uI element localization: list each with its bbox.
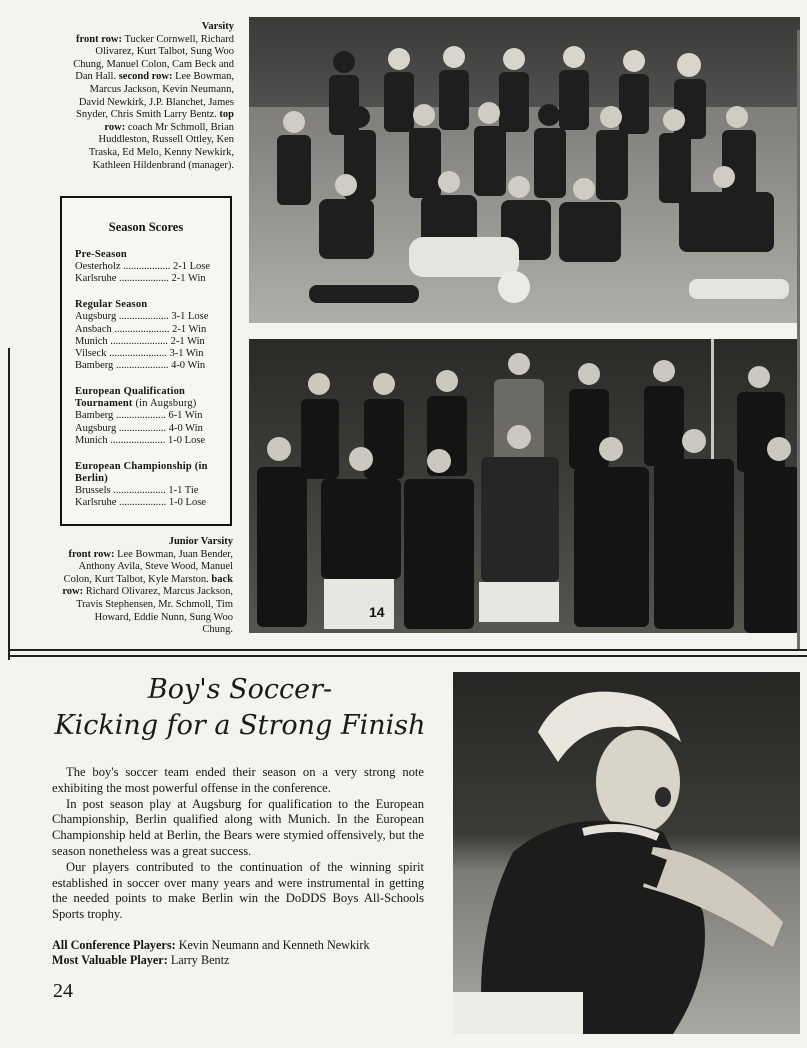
score-section-heading: Regular Season: [75, 299, 148, 311]
score-dots: ......................: [107, 335, 171, 347]
jv-back-row-label: back row:: [62, 573, 233, 598]
jersey-number: 14: [369, 604, 385, 620]
score-result: 3-1 Lose: [171, 311, 209, 323]
score-section-note: (in Augsburg): [135, 398, 197, 410]
jv-front-row-label: front row:: [68, 548, 115, 560]
score-team: Bamberg: [75, 360, 114, 372]
score-row: [75, 423, 230, 435]
article-paragraph: Our players contributed to the continuation of the winning spirit established in soccer over many years and were instrumental in getting the needed points to make Berlin win the DoDDS Boys All-Schools Sports trophy.: [52, 859, 424, 922]
score-team: Brussels: [75, 485, 111, 497]
jv-caption-title: Junior Varsity: [168, 536, 233, 547]
score-section-heading: European Qualification Tournament (in Augsburg): [75, 386, 197, 410]
score-team: Munich: [75, 434, 108, 446]
score-row: [75, 348, 230, 360]
score-dots: ..................: [116, 497, 169, 509]
page-number: 24: [53, 980, 73, 1002]
score-section: [75, 386, 230, 447]
article-headline: [40, 672, 440, 744]
top-row-names: coach Mr Schmoll, Brian Huddleston, Russell Ottley, Ken Traska, Ed Melo, Kenny Newkirk, Kathleen Hildenbrand (manager).: [88, 121, 234, 171]
score-dots: ......................: [106, 348, 170, 360]
score-section: [75, 249, 230, 285]
score-result: 1-0 Lose: [168, 497, 206, 509]
section-rule-top: [8, 649, 807, 651]
score-team: Bamberg: [75, 410, 114, 422]
varsity-team-photo: [249, 17, 800, 323]
article-body: [52, 765, 424, 923]
score-result: 3-1 Win: [169, 348, 204, 360]
score-team: Karlsruhe: [75, 273, 117, 285]
season-scores-box: [60, 196, 232, 526]
score-team: Karlsruhe: [75, 497, 117, 509]
score-result: 2-1 Win: [171, 273, 206, 285]
score-dots: .....................: [107, 434, 169, 446]
top-row-label: top row:: [104, 109, 234, 133]
jv-front-row-names: Lee Bowman, Juan Bender, Anthony Avila, Steve Wood, Manuel Colon, Kurt Talbot, Kyle Marston.: [63, 548, 233, 585]
jv-caption: [62, 536, 233, 637]
score-team: Augsburg: [75, 422, 117, 434]
score-row: [75, 410, 230, 422]
score-team: Ansbach: [75, 323, 112, 335]
front-row-names: Tucker Cornwell, Richard Olivarez, Kurt Talbot, Sung Woo Chung, Manuel Colon, Cam Beck and Dan Hall.: [73, 33, 234, 83]
score-row: [75, 485, 230, 497]
second-row-label: second row:: [118, 71, 173, 83]
honors: [52, 938, 442, 968]
score-dots: ..................: [116, 422, 169, 434]
score-team: Munich: [75, 335, 108, 347]
score-result: 1-0 Lose: [168, 434, 206, 446]
score-result: 2-1 Win: [172, 323, 207, 335]
right-edge-line: [797, 30, 800, 650]
score-result: 4-0 Win: [171, 360, 206, 372]
score-section: [75, 461, 230, 509]
score-row: [75, 261, 230, 273]
second-row-names: Lee Bowman, Marcus Jackson, Kevin Neumann, David Newkirk, J.P. Blanchet, James Snyder, Chris Smith Larry Bentz.: [76, 71, 234, 121]
score-result: 2-1 Win: [170, 335, 205, 347]
score-dots: ...................: [116, 311, 172, 323]
score-result: 4-0 Win: [168, 422, 203, 434]
score-dots: ....................: [113, 360, 172, 372]
score-dots: ....................: [110, 485, 169, 497]
score-dots: .....................: [111, 323, 173, 335]
mvp-line: [52, 953, 442, 968]
season-scores-list: [62, 249, 230, 509]
mvp-label: Most Valuable Player:: [52, 953, 168, 967]
score-team: Vilseck: [75, 348, 107, 360]
score-row: [75, 311, 230, 323]
score-row: [75, 273, 230, 285]
score-row: [75, 435, 230, 447]
score-result: 1-1 Tie: [168, 485, 199, 497]
score-row: [75, 497, 230, 509]
score-dots: ...................: [113, 410, 169, 422]
score-result: 6-1 Win: [168, 410, 203, 422]
article-paragraph: In post season play at Augsburg for qualification to the European Championship, Berlin qualified along with Munich. In the European Championship held at Berlin, the Bears were stymied offensively, but the season nonetheless was a great success.: [52, 796, 424, 858]
all-conference-label: All Conference Players:: [52, 938, 176, 952]
score-row: [75, 336, 230, 348]
varsity-caption-title: Varsity: [201, 21, 234, 32]
jv-back-row-names: Richard Olivarez, Marcus Jackson, Travis Stephensen, Mr. Schmoll, Tim Howard, Eddie Nunn, Sung Woo Chung.: [76, 586, 233, 636]
player-action-photo: [453, 672, 800, 1034]
score-result: 2-1 Lose: [172, 261, 211, 272]
score-row: [75, 324, 230, 336]
score-section: [75, 299, 230, 372]
article-paragraph: The boy's soccer team ended their season on a very strong note exhibiting the most powerful offense in the conference.: [52, 765, 424, 795]
score-dots: ..................: [120, 261, 173, 272]
score-section-heading: Pre-Season: [75, 249, 127, 260]
headline-line-2: Kicking for a Strong Finish: [54, 710, 426, 741]
left-edge-line: [8, 348, 10, 660]
mvp-name: Larry Bentz: [170, 953, 230, 967]
score-row: [75, 360, 230, 372]
section-rule-bottom: [8, 655, 807, 657]
score-section-heading: European Championship (in Berlin): [75, 461, 208, 485]
front-row-label: front row:: [76, 33, 122, 45]
all-conference-names: Kevin Neumann and Kenneth Newkirk: [178, 938, 370, 952]
all-conference-line: [52, 938, 442, 953]
headline-line-1: Boy's Soccer-: [147, 674, 333, 705]
score-team: Oesterholz: [75, 261, 121, 272]
varsity-caption: [66, 21, 234, 172]
score-team: Augsburg: [75, 311, 117, 323]
jv-team-photo: [249, 339, 800, 633]
score-dots: ...................: [116, 273, 172, 285]
season-scores-title: Season Scores: [108, 220, 184, 234]
